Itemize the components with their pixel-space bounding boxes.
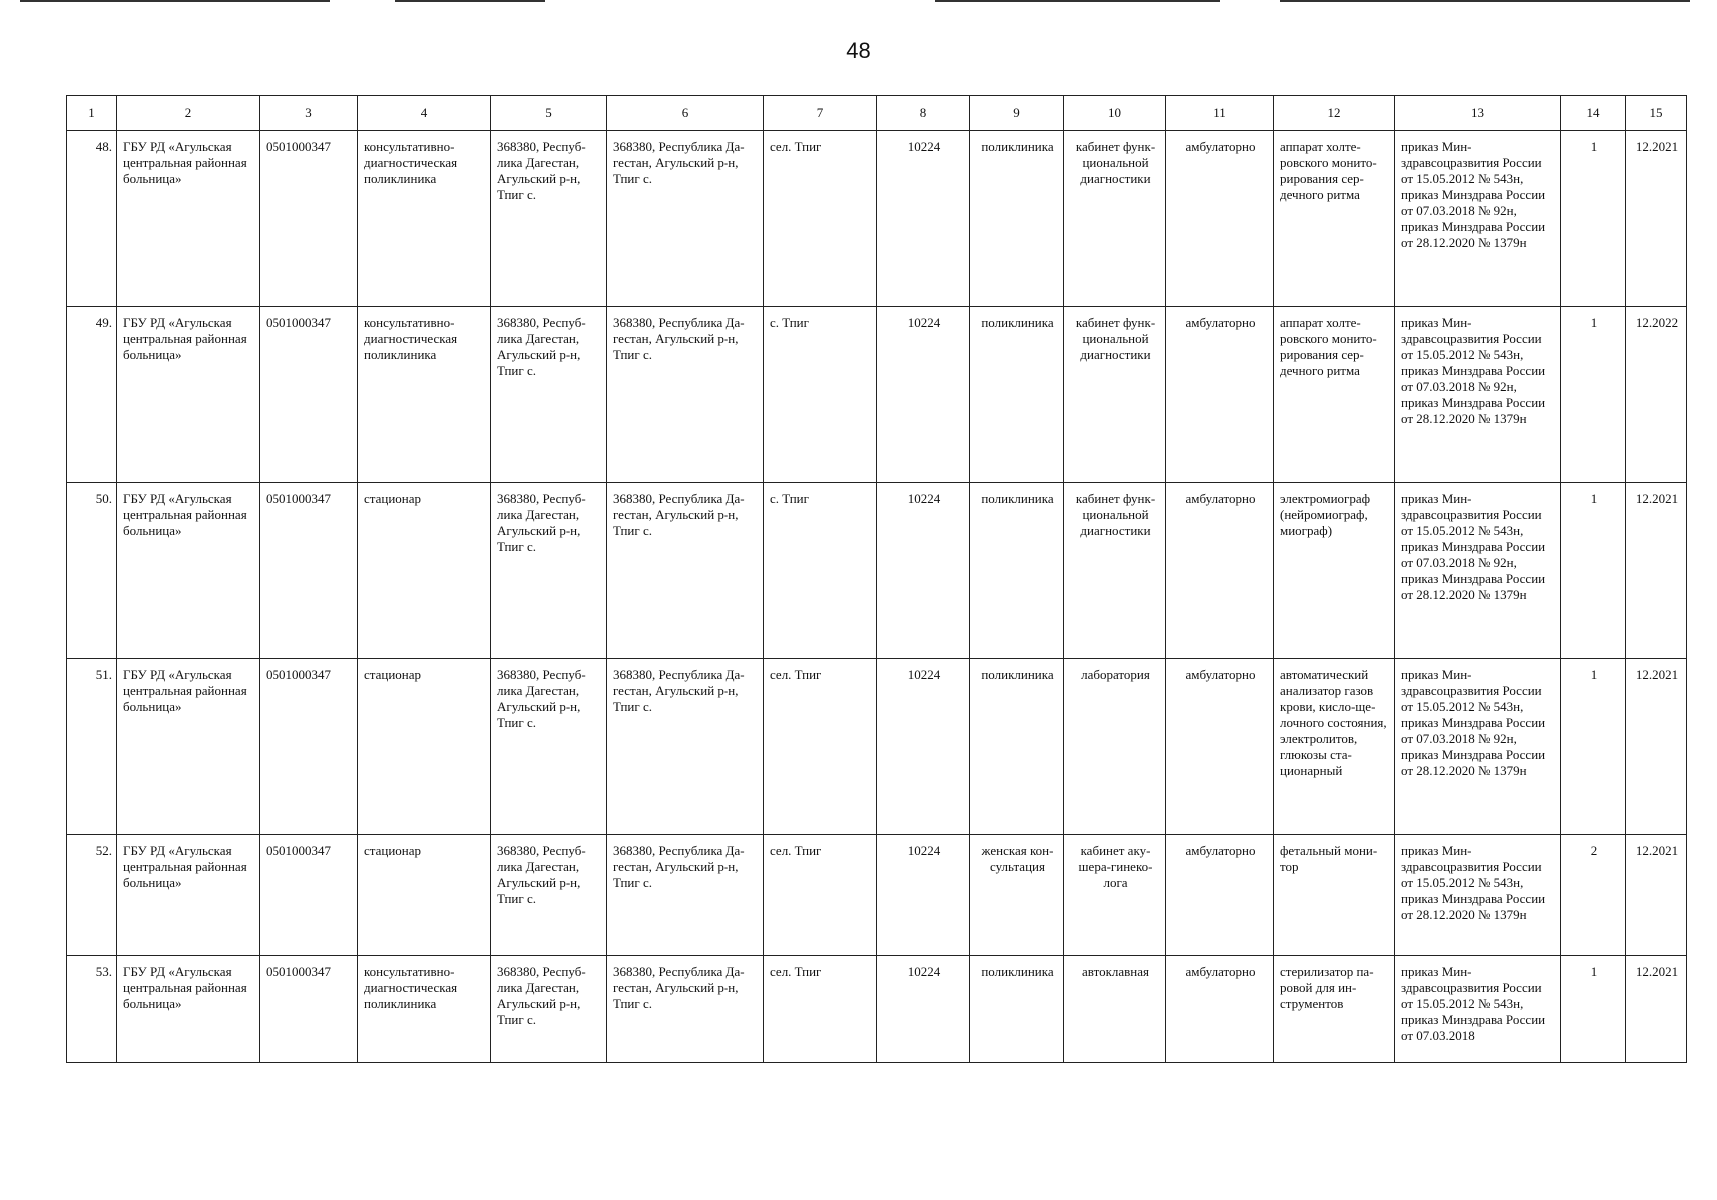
locality-index-cell: 10224: [877, 835, 970, 956]
actual-address-cell: 368380, Республика Дагестан, Агульский р-н, Тпиг с.: [607, 131, 764, 307]
delivery-date-cell: 12.2021: [1626, 483, 1687, 659]
room-cell: автоклавная: [1064, 956, 1166, 1063]
row-number-cell: 48.: [67, 131, 117, 307]
delivery-date-cell: 12.2022: [1626, 307, 1687, 483]
column-header-1: 1: [67, 96, 117, 131]
quantity-cell: 1: [1561, 956, 1626, 1063]
column-header-9: 9: [970, 96, 1064, 131]
structural-unit-cell: консультативно-диагностическая поликлиника: [358, 307, 491, 483]
locality-cell: сел. Тпиг: [764, 131, 877, 307]
room-cell: кабинет функциональной диагностики: [1064, 483, 1166, 659]
quantity-cell: 1: [1561, 483, 1626, 659]
division-cell: поликлиника: [970, 131, 1064, 307]
page-number: 48: [846, 38, 871, 63]
room-cell: лаборатория: [1064, 659, 1166, 835]
column-header-2: 2: [117, 96, 260, 131]
legal-basis-cell: приказ Минздравсоцразвития России от 15.05.2012 № 543н, приказ Минздрава России от 07.03.2018: [1395, 956, 1561, 1063]
column-header-3: 3: [260, 96, 358, 131]
table-row: [67, 956, 1687, 1063]
locality-cell: сел. Тпиг: [764, 835, 877, 956]
equipment-cell: фетальный монитор: [1274, 835, 1395, 956]
row-number-cell: 50.: [67, 483, 117, 659]
column-header-4: 4: [358, 96, 491, 131]
column-header-13: 13: [1395, 96, 1561, 131]
column-header-10: 10: [1064, 96, 1166, 131]
care-type-cell: амбулаторно: [1166, 131, 1274, 307]
column-header-12: 12: [1274, 96, 1395, 131]
legal-basis-cell: приказ Минздравсоцразвития России от 15.05.2012 № 543н, приказ Минздрава России от 28.12.2020 № 1379н: [1395, 835, 1561, 956]
row-number-cell: 53.: [67, 956, 117, 1063]
scan-edge-line: [20, 0, 330, 2]
quantity-cell: 1: [1561, 307, 1626, 483]
legal-address-cell: 368380, Республика Дагестан, Агульский р-н, Тпиг с.: [491, 483, 607, 659]
legal-address-cell: 368380, Республика Дагестан, Агульский р-н, Тпиг с.: [491, 659, 607, 835]
column-header-11: 11: [1166, 96, 1274, 131]
division-cell: поликлиника: [970, 307, 1064, 483]
equipment-cell: аппарат холтеровского мониторирования сердечного ритма: [1274, 307, 1395, 483]
division-cell: поликлиника: [970, 956, 1064, 1063]
quantity-cell: 2: [1561, 835, 1626, 956]
care-type-cell: амбулаторно: [1166, 835, 1274, 956]
equipment-cell: стерилизатор паровой для инструментов: [1274, 956, 1395, 1063]
table-row: [67, 835, 1687, 956]
table-body: [67, 131, 1687, 1063]
quantity-cell: 1: [1561, 131, 1626, 307]
legal-basis-cell: приказ Минздравсоцразвития России от 15.05.2012 № 543н, приказ Минздрава России от 07.03.2018 № 92н, приказ Минздрава России от 28.12.2020 № 1379н: [1395, 131, 1561, 307]
scan-edge-line: [395, 0, 545, 2]
delivery-date-cell: 12.2021: [1626, 835, 1687, 956]
locality-cell: сел. Тпиг: [764, 956, 877, 1063]
actual-address-cell: 368380, Республика Дагестан, Агульский р-н, Тпиг с.: [607, 659, 764, 835]
register-table: [66, 95, 1687, 1063]
organization-name-cell: ГБУ РД «Агульская центральная районная больница»: [117, 659, 260, 835]
legal-basis-cell: приказ Минздравсоцразвития России от 15.05.2012 № 543н, приказ Минздрава России от 07.03.2018 № 92н, приказ Минздрава России от 28.12.2020 № 1379н: [1395, 659, 1561, 835]
legal-address-cell: 368380, Республика Дагестан, Агульский р-н, Тпиг с.: [491, 835, 607, 956]
room-cell: кабинет функциональной диагностики: [1064, 131, 1166, 307]
actual-address-cell: 368380, Республика Дагестан, Агульский р-н, Тпиг с.: [607, 307, 764, 483]
table-row: [67, 659, 1687, 835]
locality-index-cell: 10224: [877, 956, 970, 1063]
care-type-cell: амбулаторно: [1166, 483, 1274, 659]
actual-address-cell: 368380, Республика Дагестан, Агульский р-н, Тпиг с.: [607, 483, 764, 659]
equipment-cell: аппарат холтеровского мониторирования сердечного ритма: [1274, 131, 1395, 307]
care-type-cell: амбулаторно: [1166, 659, 1274, 835]
column-header-8: 8: [877, 96, 970, 131]
structural-unit-cell: консультативно-диагностическая поликлиника: [358, 131, 491, 307]
row-number-cell: 52.: [67, 835, 117, 956]
locality-cell: сел. Тпиг: [764, 659, 877, 835]
organization-name-cell: ГБУ РД «Агульская центральная районная больница»: [117, 956, 260, 1063]
structural-unit-cell: стационар: [358, 483, 491, 659]
organization-name-cell: ГБУ РД «Агульская центральная районная больница»: [117, 835, 260, 956]
column-number-row: [67, 96, 1687, 131]
legal-basis-cell: приказ Минздравсоцразвития России от 15.05.2012 № 543н, приказ Минздрава России от 07.03.2018 № 92н, приказ Минздрава России от 28.12.2020 № 1379н: [1395, 483, 1561, 659]
structural-unit-cell: стационар: [358, 835, 491, 956]
column-header-15: 15: [1626, 96, 1687, 131]
organization-code-cell: 0501000347: [260, 131, 358, 307]
room-cell: кабинет функциональной диагностики: [1064, 307, 1166, 483]
column-header-7: 7: [764, 96, 877, 131]
legal-address-cell: 368380, Республика Дагестан, Агульский р-н, Тпиг с.: [491, 131, 607, 307]
delivery-date-cell: 12.2021: [1626, 131, 1687, 307]
locality-index-cell: 10224: [877, 659, 970, 835]
delivery-date-cell: 12.2021: [1626, 956, 1687, 1063]
scan-edge-line: [1280, 0, 1690, 2]
division-cell: поликлиника: [970, 483, 1064, 659]
row-number-cell: 49.: [67, 307, 117, 483]
scan-edge-line: [935, 0, 1220, 2]
locality-index-cell: 10224: [877, 131, 970, 307]
division-cell: поликлиника: [970, 659, 1064, 835]
actual-address-cell: 368380, Республика Дагестан, Агульский р-н, Тпиг с.: [607, 835, 764, 956]
organization-code-cell: 0501000347: [260, 483, 358, 659]
legal-address-cell: 368380, Республика Дагестан, Агульский р-н, Тпиг с.: [491, 307, 607, 483]
division-cell: женская консультация: [970, 835, 1064, 956]
table-row: [67, 131, 1687, 307]
care-type-cell: амбулаторно: [1166, 956, 1274, 1063]
organization-code-cell: 0501000347: [260, 956, 358, 1063]
legal-address-cell: 368380, Республика Дагестан, Агульский р-н, Тпиг с.: [491, 956, 607, 1063]
column-header-6: 6: [607, 96, 764, 131]
column-header-5: 5: [491, 96, 607, 131]
room-cell: кабинет акушера-гинеколога: [1064, 835, 1166, 956]
locality-index-cell: 10224: [877, 307, 970, 483]
quantity-cell: 1: [1561, 659, 1626, 835]
organization-code-cell: 0501000347: [260, 835, 358, 956]
equipment-cell: автоматический анализатор газов крови, кисло-щелочного состояния, электролитов, глюкозы стационарный: [1274, 659, 1395, 835]
table-row: [67, 483, 1687, 659]
locality-cell: с. Тпиг: [764, 483, 877, 659]
organization-name-cell: ГБУ РД «Агульская центральная районная больница»: [117, 131, 260, 307]
care-type-cell: амбулаторно: [1166, 307, 1274, 483]
structural-unit-cell: консультативно-диагностическая поликлиника: [358, 956, 491, 1063]
actual-address-cell: 368380, Республика Дагестан, Агульский р-н, Тпиг с.: [607, 956, 764, 1063]
organization-code-cell: 0501000347: [260, 307, 358, 483]
row-number-cell: 51.: [67, 659, 117, 835]
delivery-date-cell: 12.2021: [1626, 659, 1687, 835]
legal-basis-cell: приказ Минздравсоцразвития России от 15.05.2012 № 543н, приказ Минздрава России от 07.03.2018 № 92н, приказ Минздрава России от 28.12.2020 № 1379н: [1395, 307, 1561, 483]
table-row: [67, 307, 1687, 483]
equipment-cell: электромиограф (нейромиограф, миограф): [1274, 483, 1395, 659]
structural-unit-cell: стационар: [358, 659, 491, 835]
locality-cell: с. Тпиг: [764, 307, 877, 483]
organization-code-cell: 0501000347: [260, 659, 358, 835]
organization-name-cell: ГБУ РД «Агульская центральная районная больница»: [117, 307, 260, 483]
column-header-14: 14: [1561, 96, 1626, 131]
locality-index-cell: 10224: [877, 483, 970, 659]
organization-name-cell: ГБУ РД «Агульская центральная районная больница»: [117, 483, 260, 659]
